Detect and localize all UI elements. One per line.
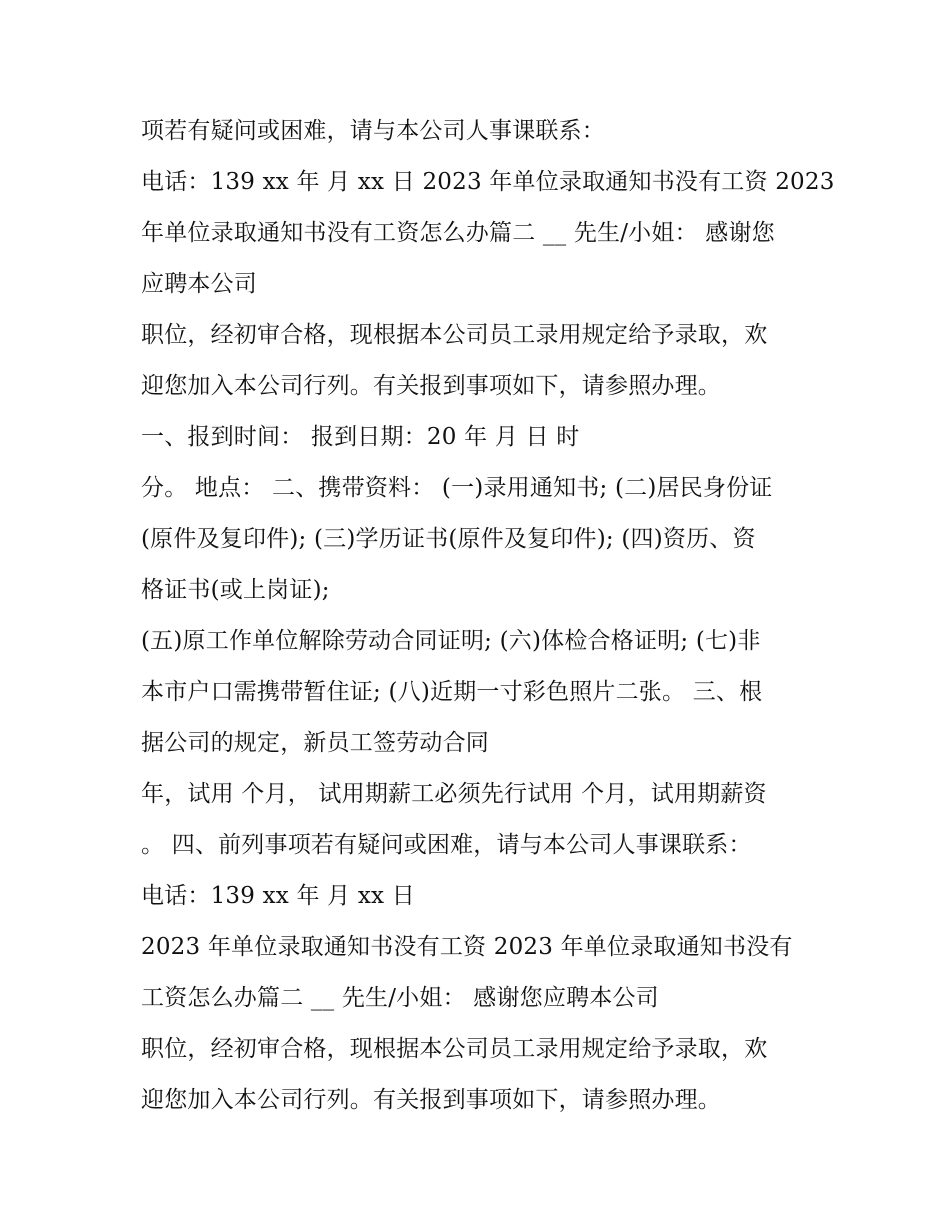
- text-line: 项若有疑问或困难，请与本公司人事课联系：: [141, 118, 605, 144]
- text-line: 。 四、前列事项若有疑问或困难，请与本公司人事课联系：: [141, 832, 752, 858]
- text-line: 职位，经初审合格，现根据本公司员工录用规定给予录取，欢: [141, 1036, 768, 1062]
- text-line: 迎您加入本公司行列。有关报到事项如下，请参照办理。: [141, 1087, 721, 1113]
- text-line: 电话：139 xx 年 月 xx 日 2023 年单位录取通知书没有工资 2023: [141, 169, 835, 195]
- text-line: 工资怎么办篇二 __ 先生/小姐： 感谢您应聘本公司: [141, 985, 659, 1011]
- text-line: 格证书(或上岗证);: [141, 577, 330, 603]
- document-body: [141, 106, 835, 1126]
- text-line: 职位，经初审合格，现根据本公司员工录用规定给予录取，欢: [141, 322, 768, 348]
- text-line: (五)原工作单位解除劳动合同证明; (六)体检合格证明; (七)非: [141, 628, 761, 654]
- text-line: (原件及复印件); (三)学历证书(原件及复印件); (四)资历、资: [141, 526, 756, 552]
- text-line: 一、报到时间： 报到日期：20 年 月 日 时: [141, 424, 580, 450]
- text-line: 应聘本公司: [141, 271, 257, 297]
- text-line: 年，试用 个月， 试用期薪工必须先行试用 个月，试用期薪资: [141, 781, 767, 807]
- text-line: 迎您加入本公司行列。有关报到事项如下，请参照办理。: [141, 373, 721, 399]
- text-line: 年单位录取通知书没有工资怎么办篇二 __ 先生/小姐： 感谢您: [141, 220, 775, 246]
- text-line: 本市户口需携带暂住证; (八)近期一寸彩色照片二张。 三、根: [141, 679, 763, 705]
- text-line: 电话：139 xx 年 月 xx 日: [141, 883, 415, 909]
- text-line: 分。 地点： 二、携带资料： (一)录用通知书; (二)居民身份证: [141, 475, 773, 501]
- text-line: 据公司的规定，新员工签劳动合同: [141, 730, 489, 756]
- text-line: 2023 年单位录取通知书没有工资 2023 年单位录取通知书没有: [141, 934, 793, 960]
